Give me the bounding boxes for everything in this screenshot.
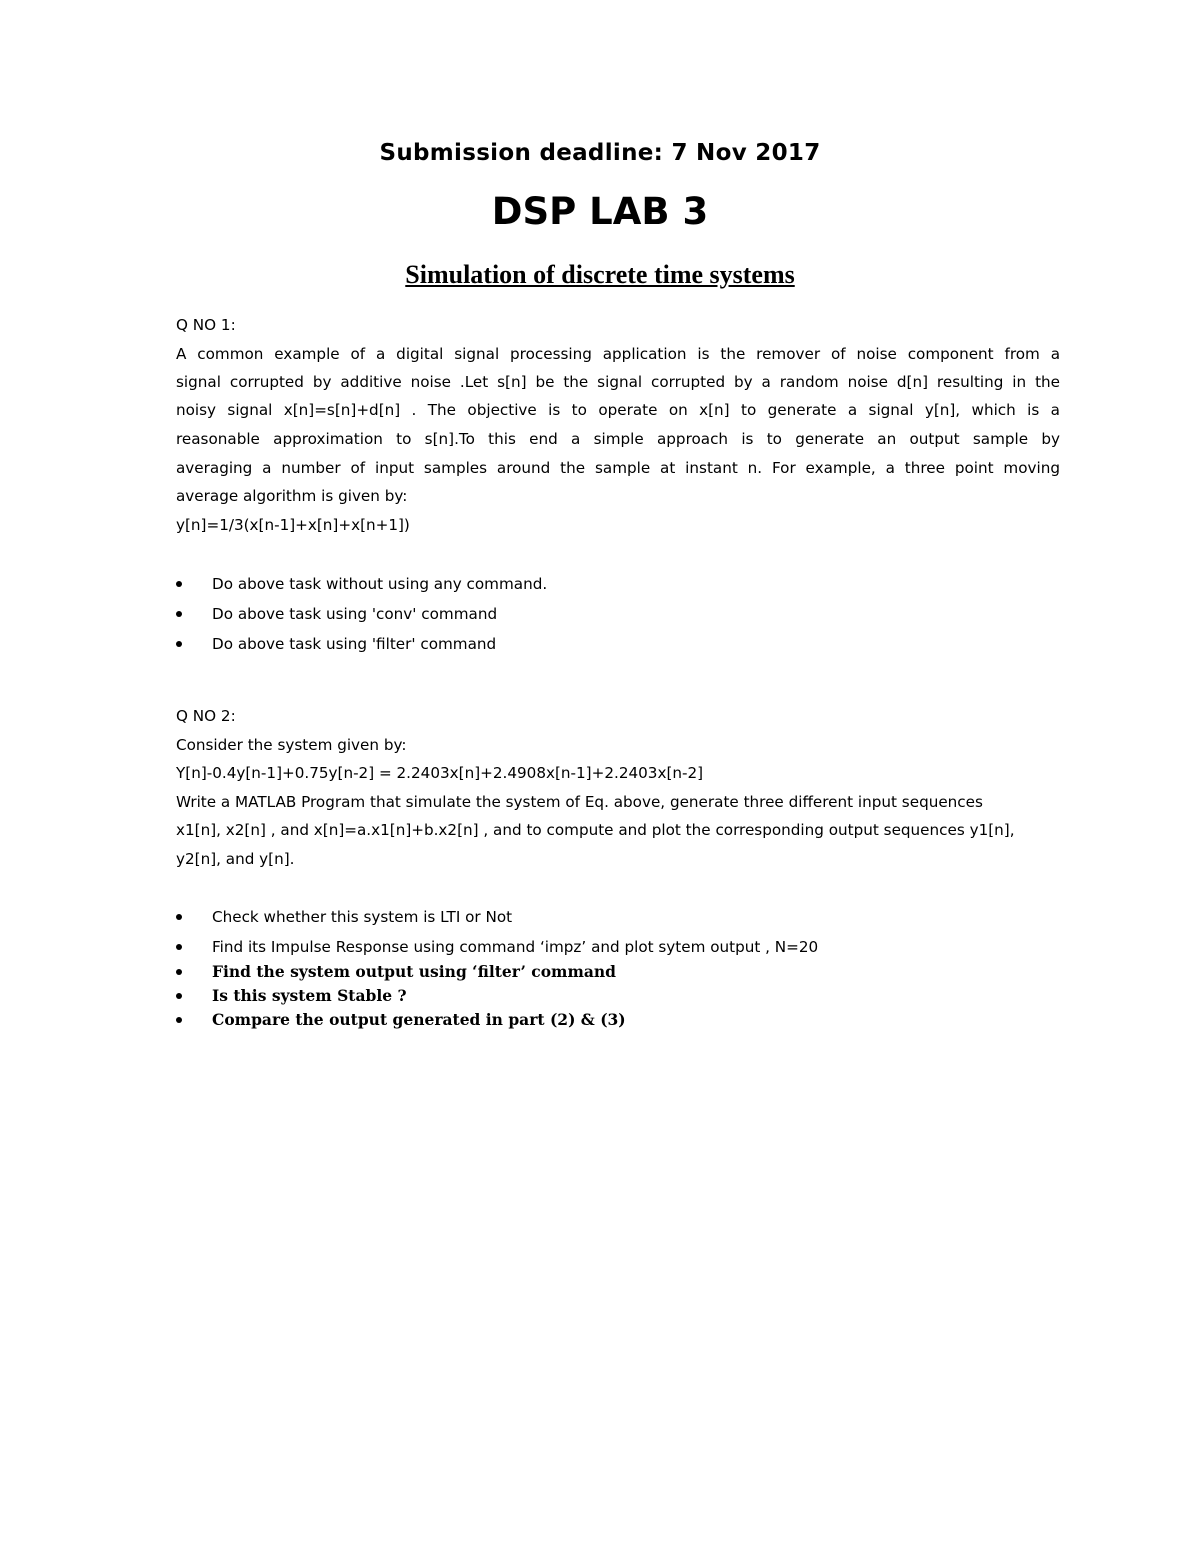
submission-deadline: Submission deadline: 7 Nov 2017 (379, 140, 821, 166)
bullet-icon (176, 611, 182, 617)
bullet-icon (176, 993, 182, 999)
bullet-icon (176, 914, 182, 920)
bullet-icon (176, 969, 182, 975)
bullet-text: Do above task using 'conv' command (212, 605, 498, 623)
bullet-text: Compare the output generated in part (2) & (3) (212, 1010, 626, 1029)
question-1-paragraph-line: noisy signal x[n]=s[n]+d[n] . The objective is to operate on x[n] to generate a signal y[n], which is a (176, 401, 1060, 419)
question-2-paragraph-line: x1[n], x2[n] , and x[n]=a.x1[n]+b.x2[n] , and to compute and plot the corresponding output sequences y1[n], (176, 821, 1015, 839)
bullet-text: Find its Impulse Response using command ‘impz’ and plot sytem output , N=20 (212, 938, 819, 956)
bullet-text: Do above task without using any command. (212, 575, 548, 593)
question-2-intro: Consider the system given by: (176, 736, 407, 754)
question-2-label: Q NO 2: (176, 707, 236, 725)
bullet-text: Is this system Stable ? (212, 986, 407, 1005)
bullet-text: Do above task using 'filter' command (212, 635, 497, 653)
lab-subtitle: Simulation of discrete time systems (405, 260, 795, 289)
question-1-paragraph-line: reasonable approximation to s[n].To this end a simple approach is to generate an output sample by (176, 430, 1060, 448)
question-1-paragraph-line: averaging a number of input samples around the sample at instant n. For example, a three point moving (176, 459, 1060, 477)
question-1-label: Q NO 1: (176, 316, 236, 334)
bullet-icon (176, 581, 182, 587)
question-1-paragraph-line: average algorithm is given by: (176, 487, 408, 505)
bullet-text: Find the system output using ‘filter’ command (212, 962, 617, 981)
bullet-icon (176, 944, 182, 950)
lab-title: DSP LAB 3 (491, 190, 709, 233)
question-2-paragraph-line: y2[n], and y[n]. (176, 850, 295, 868)
bullet-icon (176, 641, 182, 647)
question-2-paragraph-line: Write a MATLAB Program that simulate the system of Eq. above, generate three different input sequences (176, 793, 983, 811)
question-1-equation: y[n]=1/3(x[n-1]+x[n]+x[n+1]) (176, 516, 410, 534)
question-1-paragraph-line: signal corrupted by additive noise .Let s[n] be the signal corrupted by a random noise d[n] resulting in the (176, 373, 1060, 391)
bullet-icon (176, 1017, 182, 1023)
question-2-equation: Y[n]-0.4y[n-1]+0.75y[n-2] = 2.2403x[n]+2.4908x[n-1]+2.2403x[n-2] (176, 764, 704, 782)
question-1-paragraph-line: A common example of a digital signal processing application is the remover of noise component from a (176, 345, 1060, 363)
bullet-text: Check whether this system is LTI or Not (212, 908, 513, 926)
